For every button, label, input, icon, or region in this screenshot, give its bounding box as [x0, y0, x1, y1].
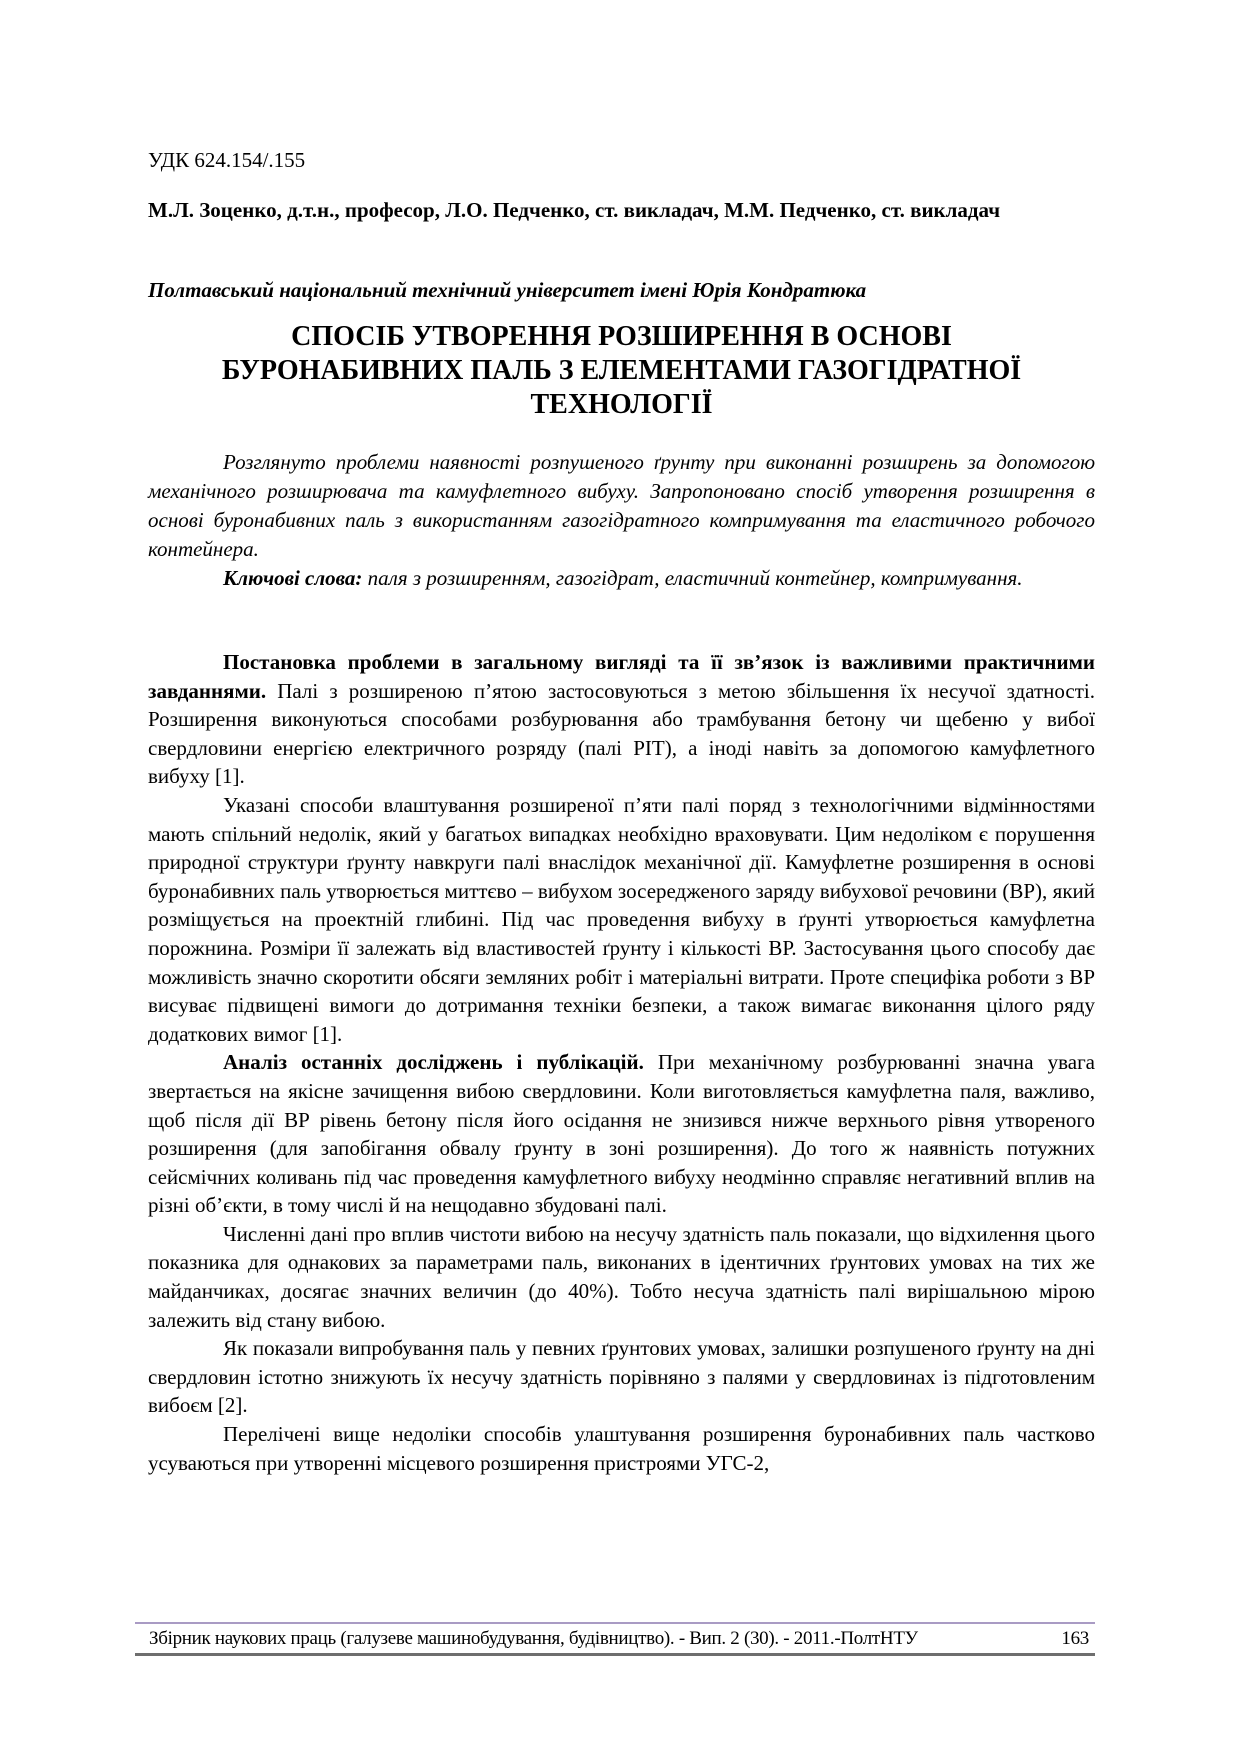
keywords-label: Ключові слова:	[223, 566, 363, 590]
section-lead: Постановка проблеми в загальному вигляді та її зв’язок із важливими практичними завданнями.	[148, 650, 1095, 703]
paper-title	[148, 320, 1095, 422]
abstract-text: Розглянуто проблеми наявності розпушеного ґрунту при виконанні розширень за допомогою механічного розширювача та камуфлетного вибуху. Запропоновано спосіб утворення розширення в основі буронабивних паль з використанням газогідратного компримування та еластичного робочого контейнера.	[148, 450, 1095, 561]
paragraph: Перелічені вище недоліки способів улаштування розширення буронабивних паль частково усуваються при утворенні місцевого розширення пристроями УГС-2,	[148, 1422, 1095, 1475]
title-line: БУРОНАБИВНИХ ПАЛЬ З ЕЛЕМЕНТАМИ ГАЗОГІДРАТНОЇ	[221, 355, 1022, 386]
title-line: ТЕХНОЛОГІЇ	[530, 389, 713, 420]
page-number: 163	[1061, 1628, 1089, 1649]
abstract	[148, 448, 1095, 593]
body-text	[148, 648, 1095, 1477]
page-footer	[135, 1622, 1095, 1656]
keywords-list: паля з розширенням, газогідрат, еластичний контейнер, компримування.	[362, 566, 1023, 590]
paragraph: Постановка проблеми в загальному вигляді та її зв’язок із важливими практичними завданнями. Палі з розширеною п’ятою застосовуються з метою збільшення їх несучої здатності. Розширення виконуються способами розбурювання або трамбування бетону чи щебеню у вибої свердловини енергією електричного розряду (палі РІТ), а іноді навіть за допомогою камуфлетного вибуху [1].	[148, 650, 1095, 789]
affiliation: Полтавський національний технічний університет імені Юрія Кондратюка	[148, 278, 867, 302]
keywords	[148, 564, 1095, 593]
title-line: СПОСІБ УТВОРЕННЯ РОЗШИРЕННЯ В ОСНОВІ	[291, 321, 952, 352]
journal-citation: Збірник наукових праць (галузеве машинобудування, будівництво). - Вип. 2 (30). - 2011.-ПолтНТУ	[149, 1628, 918, 1649]
authors: М.Л. Зоценко, д.т.н., професор, Л.О. Педченко, ст. викладач, М.М. Педченко, ст. викладач	[148, 198, 1001, 222]
footer-row	[135, 1624, 1095, 1653]
paragraph: Як показали випробування паль у певних ґрунтових умовах, залишки розпушеного ґрунту на дні свердловин істотно знижують їх несучу здатність порівняно з палями у свердловинах із підготовленим вибоєм [2].	[148, 1336, 1095, 1418]
footer-rule-bottom	[135, 1653, 1095, 1656]
udk-code: УДК 624.154/.155	[148, 148, 306, 172]
section-lead: Аналіз останніх досліджень і публікацій.	[223, 1050, 644, 1075]
paragraph: Численні дані про вплив чистоти вибою на несучу здатність паль показали, що відхилення цього показника для однакових за параметрами паль, виконаних в ідентичних ґрунтових умовах на тих же майданчиках, досягає значних величин (до 40%). Тобто несуча здатність палі вирішальною мірою залежить від стану вибою.	[148, 1221, 1095, 1332]
paragraph: Аналіз останніх досліджень і публікацій. При механічному розбурюванні значна увага звертається на якісне зачищення вибою свердловини. Коли виготовляється камуфлетна паля, важливо, щоб після дії ВР рівень бетону після його осідання не знизився нижче верхнього рівня утвореного розширення (для запобігання обвалу ґрунту в зоні розширення). До того ж наявність потужних сейсмічних коливань під час проведення камуфлетного вибуху неодмінно справляє негативний вплив на різні об’єкти, в тому числі й на нещодавно збудовані палі.	[148, 1050, 1095, 1218]
paragraph: Указані способи влаштування розширеної п’яти палі поряд з технологічними відмінностями мають спільний недолік, який у багатьох випадках необхідно враховувати. Цим недоліком є порушення природної структури ґрунту навкруги палі внаслідок механічної дії. Камуфлетне розширення в основі буронабивних паль утворюється миттєво – вибухом зосередженого заряду вибухової речовини (ВР), який розміщується на проектній глибині. Під час проведення вибуху в ґрунті утворюється камуфлетна порожнина. Розміри її залежать від властивостей ґрунту і кількості ВР. Застосування цього способу дає можливість значно скоротити обсяги земляних робіт і матеріальні витрати. Проте специфіка роботи з ВР висуває підвищені вимоги до дотримання техніки безпеки, а також вимагає виконання цілого ряду додаткових вимог [1].	[148, 792, 1095, 1046]
